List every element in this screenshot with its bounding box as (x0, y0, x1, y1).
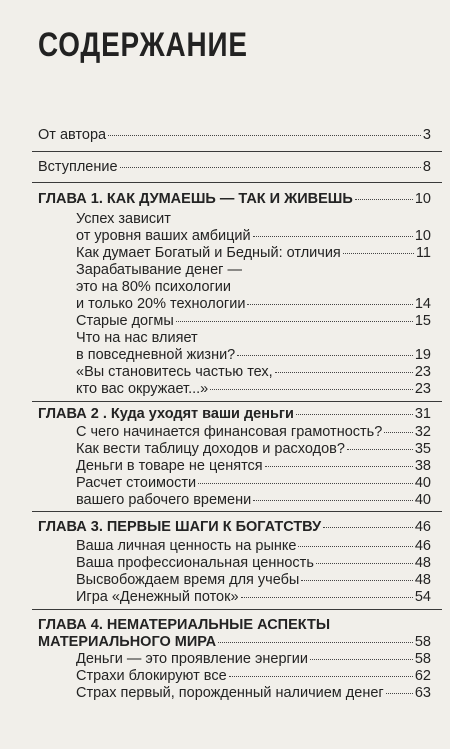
chapter-heading (38, 406, 431, 423)
leader-dots (218, 642, 413, 643)
toc-entry-text: Страхи блокируют все (76, 668, 227, 684)
toc-entry-page: 48 (414, 572, 431, 588)
toc-entry-page: 48 (414, 555, 431, 571)
toc-entry (38, 127, 431, 144)
toc-entry (76, 492, 431, 509)
toc-entry (76, 651, 431, 668)
toc-entry-page: 35 (414, 441, 431, 457)
toc-entry (76, 572, 431, 589)
toc-entry-page: 40 (414, 475, 431, 491)
chapter-heading (38, 191, 431, 208)
toc-entry-page: 62 (414, 668, 431, 684)
toc-entry-page: 23 (414, 364, 431, 380)
toc-entry (76, 364, 431, 381)
section-divider (32, 182, 442, 183)
chapter-heading (38, 519, 431, 536)
toc-entry-text: кто вас окружает...» (76, 381, 209, 397)
toc-entry (76, 245, 431, 262)
leader-dots (275, 372, 413, 373)
leader-dots (229, 676, 413, 677)
toc-entry (76, 262, 431, 279)
toc-entry-page: 15 (414, 313, 431, 329)
toc-entry-page: 46 (414, 538, 431, 554)
toc-entry-text: Как думает Богатый и Бедный: отличия (76, 245, 341, 261)
leader-dots (386, 693, 413, 694)
toc-entry (76, 589, 431, 606)
chapter-heading (38, 617, 431, 634)
toc-entry-page: 31 (414, 406, 431, 422)
toc-entry-page: 11 (415, 245, 431, 261)
toc-entry-text: ГЛАВА 1. КАК ДУМАЕШЬ — ТАК И ЖИВЕШЬ (38, 191, 353, 207)
toc-entry-text: Что на нас влияет (76, 330, 198, 346)
toc-entry-text: МАТЕРИАЛЬНОГО МИРА (38, 634, 217, 650)
leader-dots (384, 432, 413, 433)
toc-entry-text: Игра «Денежный поток» (76, 589, 239, 605)
toc-entry (76, 555, 431, 572)
toc-entry-page: 58 (414, 634, 431, 650)
toc-entry-text: Ваша личная ценность на рынке (76, 538, 297, 554)
toc-entry (38, 159, 431, 176)
leader-dots (253, 500, 413, 501)
leader-dots (343, 253, 414, 254)
toc-entry-text: Расчет стоимости (76, 475, 197, 491)
toc-entry-page: 32 (414, 424, 431, 440)
toc-entry-text: Успех зависит (76, 211, 171, 227)
leader-dots (323, 527, 413, 528)
toc-entry-text: Вступление (38, 159, 118, 175)
toc-entry (76, 313, 431, 330)
toc-entry-text: и только 20% технологии (76, 296, 246, 312)
leader-dots (198, 483, 413, 484)
toc-entry-text: ГЛАВА 3. ПЕРВЫЕ ШАГИ К БОГАТСТВУ (38, 519, 322, 535)
leader-dots (296, 414, 413, 415)
section-divider (32, 609, 442, 610)
toc-entry-page: 10 (414, 228, 431, 244)
leader-dots (265, 466, 413, 467)
toc-entry-page: 38 (414, 458, 431, 474)
toc-entry-text: Ваша профессиональная ценность (76, 555, 314, 571)
page-title: СОДЕРЖАНИЕ (38, 26, 248, 64)
toc-entry (76, 279, 431, 296)
toc-entry-page: 63 (414, 685, 431, 701)
toc-entry-page: 46 (414, 519, 431, 535)
toc-entry-text: Высвобождаем время для учебы (76, 572, 300, 588)
toc-entry-text: Старые догмы (76, 313, 174, 329)
toc-entry-page: 8 (422, 159, 431, 175)
toc-entry (76, 441, 431, 458)
show-through-text-1 (250, 42, 253, 56)
toc-entry-text: С чего начинается финансовая грамотность? (76, 424, 383, 440)
leader-dots (316, 563, 413, 564)
leader-dots (301, 580, 413, 581)
section-divider (32, 511, 442, 512)
chapter-heading (38, 634, 431, 651)
toc-entry-page: 54 (414, 589, 431, 605)
toc-entry-text: Как вести таблицу доходов и расходов? (76, 441, 345, 457)
toc-entry-page: 58 (414, 651, 431, 667)
toc-entry-text: ГЛАВА 2 . Куда уходят ваши деньги (38, 406, 294, 422)
toc-entry-text: Деньги в товаре не ценятся (76, 458, 263, 474)
toc-entry (76, 211, 431, 228)
toc-entry-page: 14 (414, 296, 431, 312)
leader-dots (253, 236, 413, 237)
toc-entry-text: вашего рабочего времени (76, 492, 252, 508)
section-divider (32, 401, 442, 402)
leader-dots (347, 449, 413, 450)
toc-entry (76, 228, 431, 245)
toc-entry-text: От автора (38, 127, 107, 143)
toc-entry-text: Зарабатывание денег — (76, 262, 242, 278)
leader-dots (355, 199, 413, 200)
toc-entry-text: от уровня ваших амбиций (76, 228, 251, 244)
toc-entry-page: 3 (422, 127, 431, 143)
section-divider (32, 151, 442, 152)
toc-entry-text: Деньги — это проявление энергии (76, 651, 308, 667)
toc-entry (76, 685, 431, 702)
toc-entry (76, 296, 431, 313)
leader-dots (247, 304, 412, 305)
leader-dots (176, 321, 413, 322)
leader-dots (237, 355, 413, 356)
toc-entry-page: 19 (414, 347, 431, 363)
toc-entry-text: ГЛАВА 4. НЕМАТЕРИАЛЬНЫЕ АСПЕКТЫ (38, 617, 331, 633)
toc-entry-text: в повседневной жизни? (76, 347, 236, 363)
toc-entry-text: «Вы становитесь частью тех, (76, 364, 273, 380)
toc-entry (76, 330, 431, 347)
toc-entry-text: это на 80% психологии (76, 279, 232, 295)
leader-dots (120, 167, 421, 168)
toc-entry (76, 475, 431, 492)
toc-entry-page: 40 (414, 492, 431, 508)
toc-entry (76, 381, 431, 398)
toc-entry-page: 10 (414, 191, 431, 207)
toc-entry-page: 23 (414, 381, 431, 397)
leader-dots (210, 389, 413, 390)
toc-entry-text: Страх первый, порожденный наличием денег (76, 685, 384, 701)
toc-entry (76, 538, 431, 555)
leader-dots (310, 659, 413, 660)
toc-entry (76, 458, 431, 475)
leader-dots (241, 597, 413, 598)
leader-dots (298, 546, 412, 547)
toc-entry (76, 424, 431, 441)
toc-entry (76, 668, 431, 685)
toc-entry (76, 347, 431, 364)
leader-dots (108, 135, 421, 136)
